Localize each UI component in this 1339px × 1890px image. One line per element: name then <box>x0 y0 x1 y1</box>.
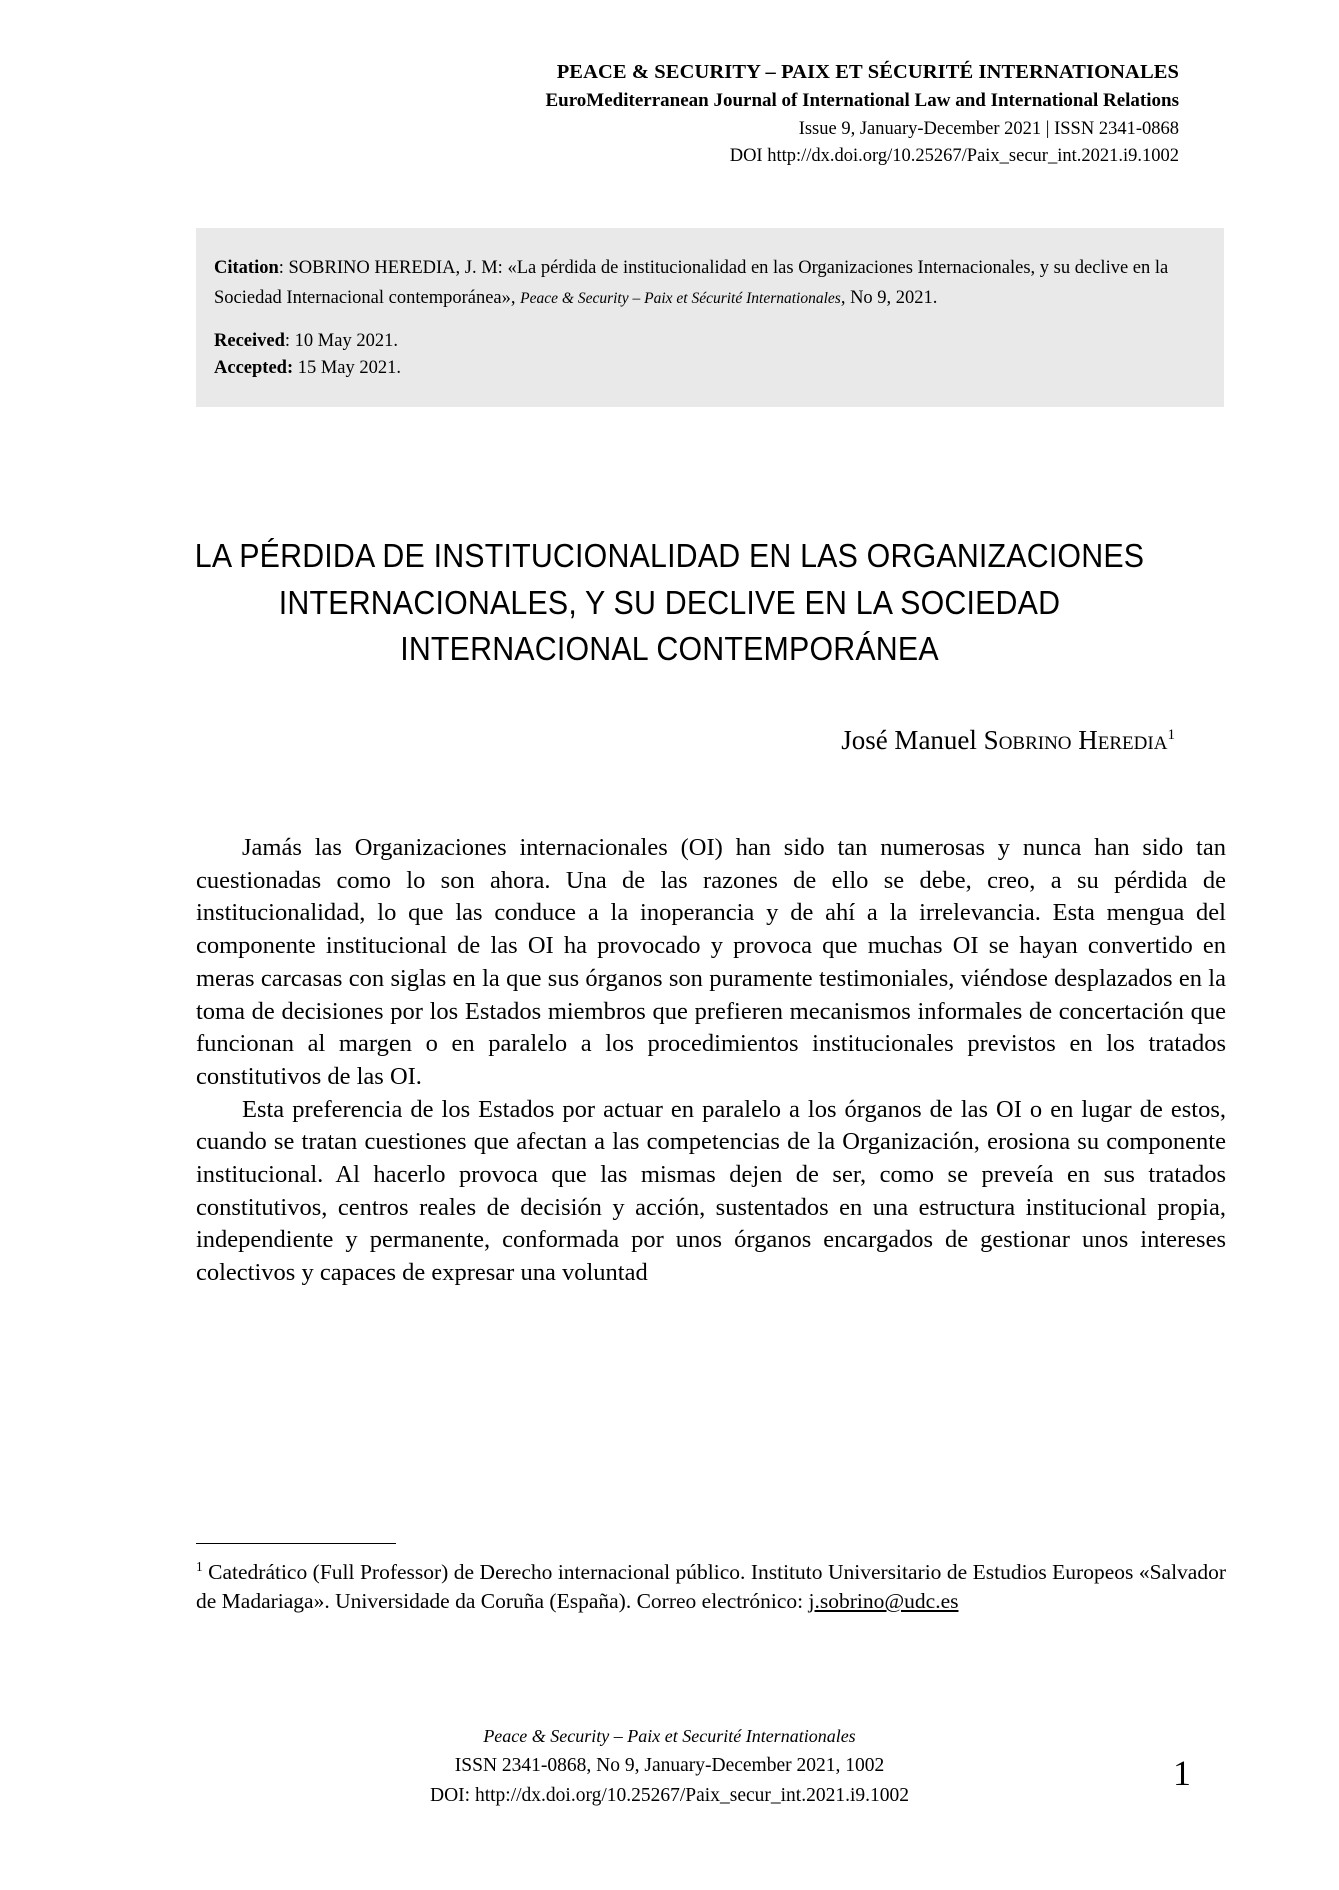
issue-line: Issue 9, January-December 2021 | ISSN 2341-0868 <box>798 118 1179 139</box>
footer-journal-name: Peace & Security – Paix et Securité Internationales <box>483 1726 856 1746</box>
footer-doi-line: DOI: http://dx.doi.org/10.25267/Paix_secur_int.2021.i9.1002 <box>430 1785 909 1807</box>
author-given-names: José Manuel <box>841 725 984 755</box>
page-footer <box>0 1722 1339 1811</box>
footnote-email-link[interactable]: j.sobrino@udc.es <box>808 1589 959 1614</box>
body-paragraph-1: Jamás las Organizaciones internacionales (OI) han sido tan numerosas y nunca han sido tan cuestionadas como lo son ahora. Una de las razones de ello se debe, creo, a su pérdida de institucionalidad, lo que las conduce a la inoperancia y de ahí a la irrelevancia. Esta mengua del componente institucional de las OI ha provocado y provoca que muchas OI se hayan convertido en meras carcasas con siglas en la que sus órganos son puramente testimoniales, viéndose desplazados en la toma de decisiones por los Estados miembros que prefieren mecanismos informales de concertación que funcionan al margen o en paralelo a los procedimientos institucionales previstos en los tratados constitutivos de las OI. <box>196 834 1226 1090</box>
journal-name: PEACE & SECURITY – PAIX ET SÉCURITÉ INTERNATIONALES <box>556 61 1179 83</box>
citation-plain-second: , No 9, 2021. <box>840 287 938 308</box>
received-label: Received <box>214 330 285 351</box>
author-surname: Sobrino Heredia <box>983 725 1168 755</box>
citation-text <box>214 254 1206 314</box>
received-line <box>214 328 1206 355</box>
footnote-marker: 1 <box>196 1559 203 1574</box>
masthead <box>0 58 1339 171</box>
author-byline <box>841 724 1175 756</box>
page-title: LA PÉRDIDA DE INSTITUCIONALIDAD EN LAS ORGANIZACIONES INTERNACIONALES, Y SU DECLIVE EN LA SOCIEDAD INTERNACIONAL CONTEMPORÁNEA <box>194 537 1145 668</box>
title-block <box>150 533 1189 673</box>
journal-subtitle: EuroMediterranean Journal of International Law and International Relations <box>545 90 1179 112</box>
footnote-zone <box>196 1543 1226 1616</box>
footnote-text: Catedrático (Full Professor) de Derecho internacional público. Instituto Universitario de Estudios Europeos «Salvador de Madariaga». Universidade da Coruña (España). Correo electrónico: <box>196 1560 1226 1614</box>
page-number: 1 <box>1173 1753 1191 1793</box>
citation-journal-italic: Peace & Security – Paix et Sécurité Internationales <box>520 289 841 307</box>
accepted-label: Accepted: <box>214 358 294 379</box>
citation-box <box>196 228 1224 407</box>
accepted-line <box>214 355 1206 382</box>
footnote-separator-rule <box>196 1543 396 1544</box>
accepted-value: 15 May 2021. <box>293 358 402 379</box>
footer-issn-line: ISSN 2341-0868, No 9, January-December 2021, 1002 <box>454 1754 885 1776</box>
article-body <box>196 832 1226 1290</box>
footnote-1 <box>196 1558 1226 1616</box>
body-paragraph-2: Esta preferencia de los Estados por actuar en paralelo a los órganos de las OI o en lugar de estos, cuando se tratan cuestiones que afectan a las competencias de la Organización, erosiona su componente institucional. Al hacerlo provoca que las mismas dejen de ser, como se preveía en sus tratados constitutivos, centros reales de decisión y acción, sustentados en una estructura institucional propia, independiente y permanente, conformada por unos órganos encargados de gestionar unos intereses colectivos y capaces de expresar una voluntad <box>196 1095 1226 1287</box>
citation-label: Citation <box>214 258 279 278</box>
header-doi-line: DOI http://dx.doi.org/10.25267/Paix_secur_int.2021.i9.1002 <box>729 146 1179 167</box>
citation-plain-first: : SOBRINO HEREDIA, J. M: «La pérdida de institucionalidad en las Organizaciones Internacionales, y su declive en la Sociedad Internacional contemporánea», <box>214 258 1169 308</box>
received-value: : 10 May 2021. <box>284 330 398 351</box>
author-footnote-marker: 1 <box>1167 727 1175 743</box>
